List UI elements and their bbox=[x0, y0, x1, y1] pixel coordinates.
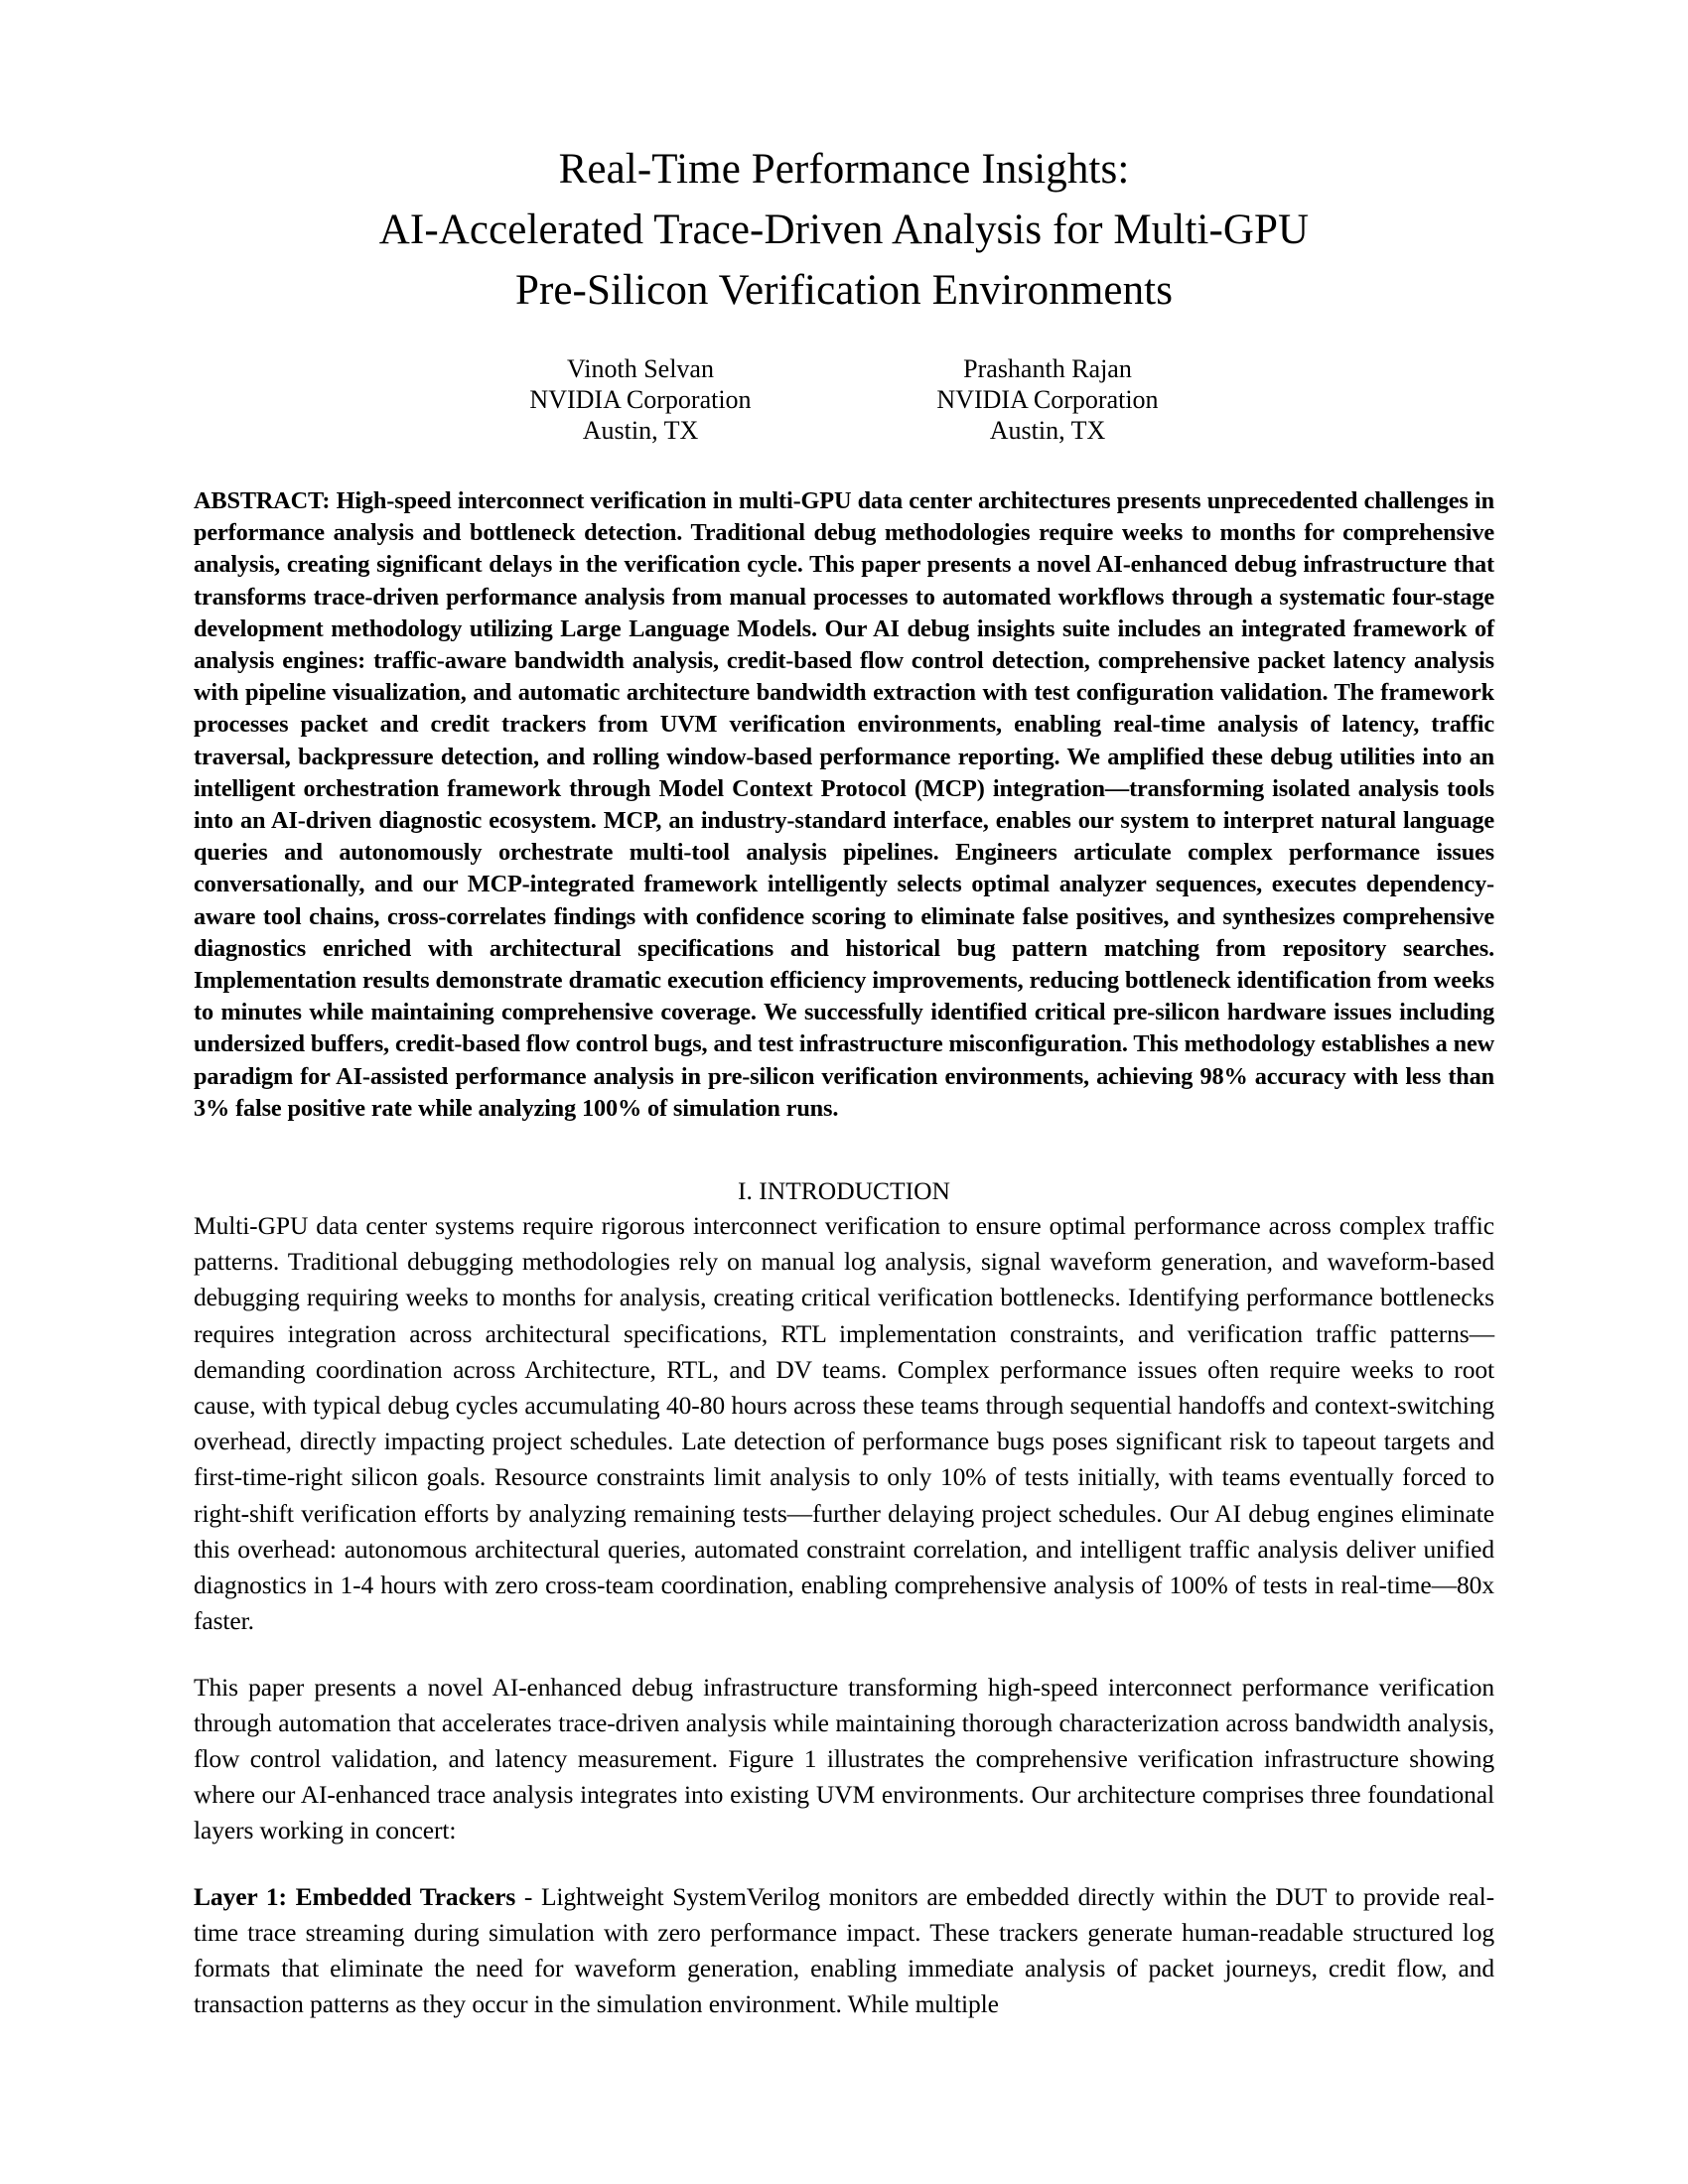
paragraph-layer-1 bbox=[194, 1879, 1494, 2023]
author-organization: NVIDIA Corporation bbox=[529, 385, 752, 414]
abstract-section bbox=[194, 485, 1494, 1125]
paper-title bbox=[194, 139, 1494, 321]
abstract-label: ABSTRACT: bbox=[194, 487, 331, 514]
author-location: Austin, TX bbox=[582, 416, 699, 445]
author-organization: NVIDIA Corporation bbox=[936, 385, 1159, 414]
paragraph-intro-2: This paper presents a novel AI-enhanced debug infrastructure transforming high-speed interconnect performance verification through automation that accelerates trace-driven analysis while maintaining thorough characterization across bandwidth analysis, flow control validation, and latency measurement. Figure 1 illustrates the comprehensive verification infrastructure showing where our AI-enhanced trace analysis integrates into existing UVM environments. Our architecture comprises three foundational layers working in concert: bbox=[194, 1672, 1494, 1845]
title-line-3: Pre-Silicon Verification Environments bbox=[514, 267, 1174, 314]
author-block bbox=[194, 353, 1494, 446]
title-line-2: AI-Accelerated Trace-Driven Analysis for Multi-GPU bbox=[378, 206, 1310, 253]
title-line-1: Real-Time Performance Insights: bbox=[558, 146, 1130, 193]
abstract-text: High-speed interconnect verification in multi-GPU data center architectures presents unprecedented challenges in performance analysis and bottleneck detection. Traditional debug methodologies require weeks to months for comprehensive analysis, creating significant delays in the verification cycle. This paper presents a novel AI-enhanced debug infrastructure that transforms trace-driven performance analysis from manual processes to automated workflows through a systematic four-stage development methodology utilizing Large Language Models. Our AI debug insights suite includes an integrated framework of analysis engines: traffic-aware bandwidth analysis, credit-based flow control detection, comprehensive packet latency analysis with pipeline visualization, and automatic architecture bandwidth extraction with test configuration validation. The framework processes packet and credit trackers from UVM verification environments, enabling real-time analysis of latency, traffic traversal, backpressure detection, and rolling window-based performance reporting. We amplified these debug utilities into an intelligent orchestration framework through Model Context Protocol (MCP) integration—transforming isolated analysis tools into an AI-driven diagnostic ecosystem. MCP, an industry-standard interface, enables our system to interpret natural language queries and autonomously orchestrate multi-tool analysis pipelines. Engineers articulate complex performance issues conversationally, and our MCP-integrated framework intelligently selects optimal analyzer sequences, executes dependency-aware tool chains, cross-correlates findings with confidence scoring to eliminate false positives, and synthesizes comprehensive diagnostics enriched with architectural specifications and historical bug pattern matching from repository searches. Implementation results demonstrate dramatic execution efficiency improvements, reducing bottleneck identification from weeks to minutes while maintaining comprehensive coverage. We successfully identified critical pre-silicon hardware issues including undersized buffers, credit-based flow control bugs, and test infrastructure misconfiguration. This methodology establishes a new paradigm for AI-assisted performance analysis in pre-silicon verification environments, achieving 98% accuracy with less than 3% false positive rate while analyzing 100% of simulation runs. bbox=[194, 487, 1494, 1122]
layer-1-lead-label: Layer 1: Embedded Trackers bbox=[194, 1881, 516, 1911]
author-name: Vinoth Selvan bbox=[567, 354, 714, 383]
author-entry bbox=[923, 353, 1172, 446]
author-location: Austin, TX bbox=[989, 416, 1106, 445]
paragraph-intro-1: Multi-GPU data center systems require rigorous interconnect verification to ensure optimal performance across complex traffic patterns. Traditional debugging methodologies rely on manual log analysis, signal waveform generation, and waveform-based debugging requiring weeks to months for analysis, creating critical verification bottlenecks. Identifying performance bottlenecks requires integration across architectural specifications, RTL implementation constraints, and verification traffic patterns—demanding coordination across Architecture, RTL, and DV teams. Complex performance issues often require weeks to root cause, with typical debug cycles accumulating 40-80 hours across these teams through sequential handoffs and context-switching overhead, directly impacting project schedules. Late detection of performance bugs poses significant risk to tapeout targets and first-time-right silicon goals. Resource constraints limit analysis to only 10% of tests initially, with teams eventually forced to right-shift verification efforts by analyzing remaining tests—further delaying project schedules. Our AI debug engines eliminate this overhead: autonomous architectural queries, automated constraint correlation, and intelligent traffic analysis deliver unified diagnostics in 1-4 hours with zero cross-team coordination, enabling comprehensive analysis of 100% of tests in real-time—80x faster. bbox=[194, 1211, 1494, 1636]
author-name: Prashanth Rajan bbox=[963, 354, 1132, 383]
section-heading-introduction: I. INTRODUCTION bbox=[738, 1176, 950, 1206]
layer-1-body-text: - Lightweight SystemVerilog monitors are embedded directly within the DUT to provide real-time trace streaming during simulation with zero performance impact. These trackers generate human-readable structured log formats that eliminate the need for waveform generation, enabling immediate analysis of packet journeys, credit flow, and transaction patterns as they occur in the simulation environment. While multiple bbox=[194, 1881, 1494, 2019]
author-entry bbox=[516, 353, 765, 446]
